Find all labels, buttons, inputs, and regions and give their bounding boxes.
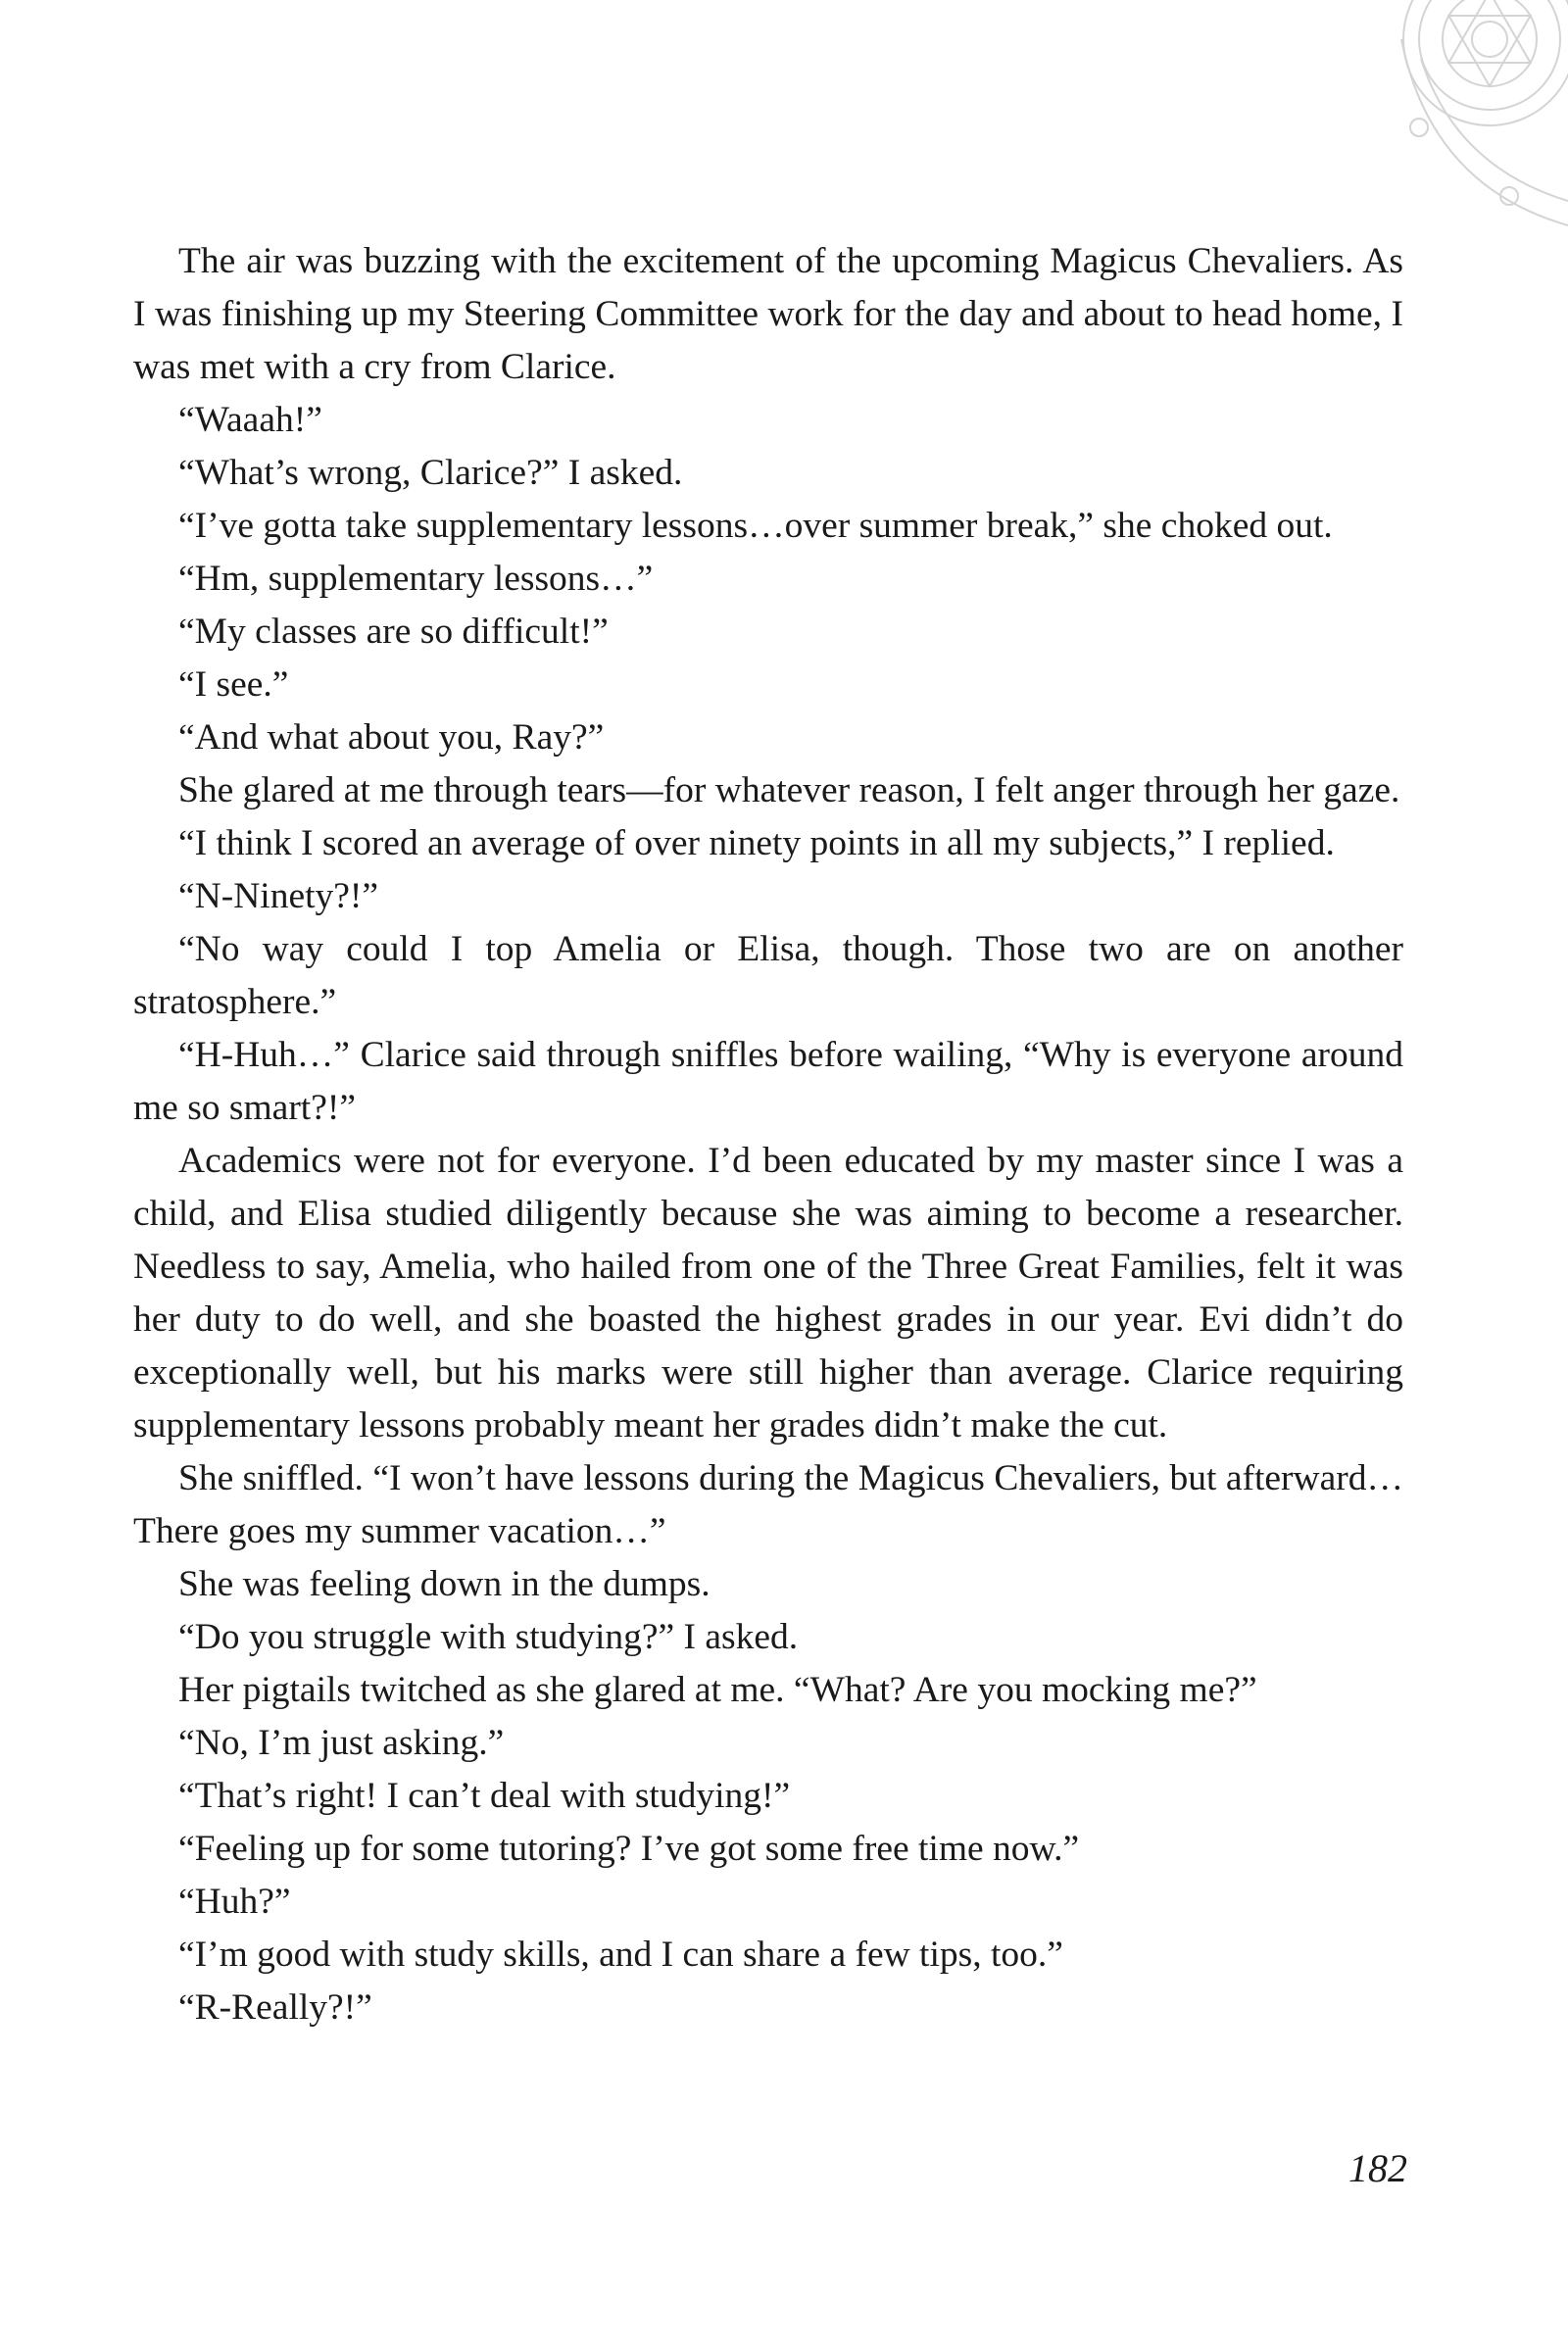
paragraph: Academics were not for everyone. I’d been educated by my master since I was a child, and Elisa studied diligently because she was aiming to become a researcher. Needless to say, Amelia, who hailed from one of the Three Great Families, felt it was her duty to do well, and she boasted the highest grades in our year. Evi didn’t do exceptionally well, but his marks were still higher than average. Clarice requiring supplementary lessons probably meant her grades didn’t make the cut.: [133, 1141, 1403, 1446]
paragraph: “H-Huh…” Clarice said through sniffles before wailing, “Why is everyone around me so smart?!”: [133, 1035, 1403, 1128]
hexagram-seal-icon: [1362, 0, 1568, 245]
paragraph: She was feeling down in the dumps.: [178, 1564, 710, 1604]
paragraph: “That’s right! I can’t deal with studying!”: [178, 1776, 791, 1816]
paragraph: Her pigtails twitched as she glared at me. “What? Are you mocking me?”: [178, 1670, 1257, 1710]
body-text: [133, 235, 1403, 2034]
paragraph: “R-Really?!”: [178, 1987, 372, 2028]
paragraph: The air was buzzing with the excitement of the upcoming Magicus Chevaliers. As I was finishing up my Steering Committee work for the day and about to head home, I was met with a cry from Clarice.: [133, 241, 1403, 387]
paragraph: “Huh?”: [178, 1882, 291, 1922]
paragraph: “And what about you, Ray?”: [178, 717, 605, 758]
paragraph: “My classes are so difficult!”: [178, 612, 609, 652]
page-number: 182: [1348, 2146, 1407, 2190]
paragraph: “Do you struggle with studying?” I asked.: [178, 1617, 799, 1657]
paragraph: “Feeling up for some tutoring? I’ve got some free time now.”: [178, 1829, 1080, 1869]
paragraph: “I think I scored an average of over ninety points in all my subjects,” I replied.: [178, 823, 1335, 863]
paragraph: “No, I’m just asking.”: [178, 1723, 505, 1763]
paragraph: She glared at me through tears—for whatever reason, I felt anger through her gaze.: [178, 770, 1400, 810]
paragraph: She sniffled. “I won’t have lessons during the Magicus Chevaliers, but afterward… There goes my summer vacation…”: [133, 1458, 1403, 1551]
paragraph: “I see.”: [178, 664, 289, 705]
paragraph: “What’s wrong, Clarice?” I asked.: [178, 453, 683, 493]
paragraph: “N-Ninety?!”: [178, 876, 379, 916]
paragraph: “I’ve gotta take supplementary lessons…over summer break,” she choked out.: [178, 506, 1333, 546]
paragraph: “I’m good with study skills, and I can share a few tips, too.”: [178, 1935, 1063, 1975]
paragraph: “Hm, supplementary lessons…”: [178, 559, 654, 599]
paragraph: “Waaah!”: [178, 400, 322, 440]
paragraph: “No way could I top Amelia or Elisa, though. Those two are on another stratosphere.”: [133, 929, 1403, 1022]
